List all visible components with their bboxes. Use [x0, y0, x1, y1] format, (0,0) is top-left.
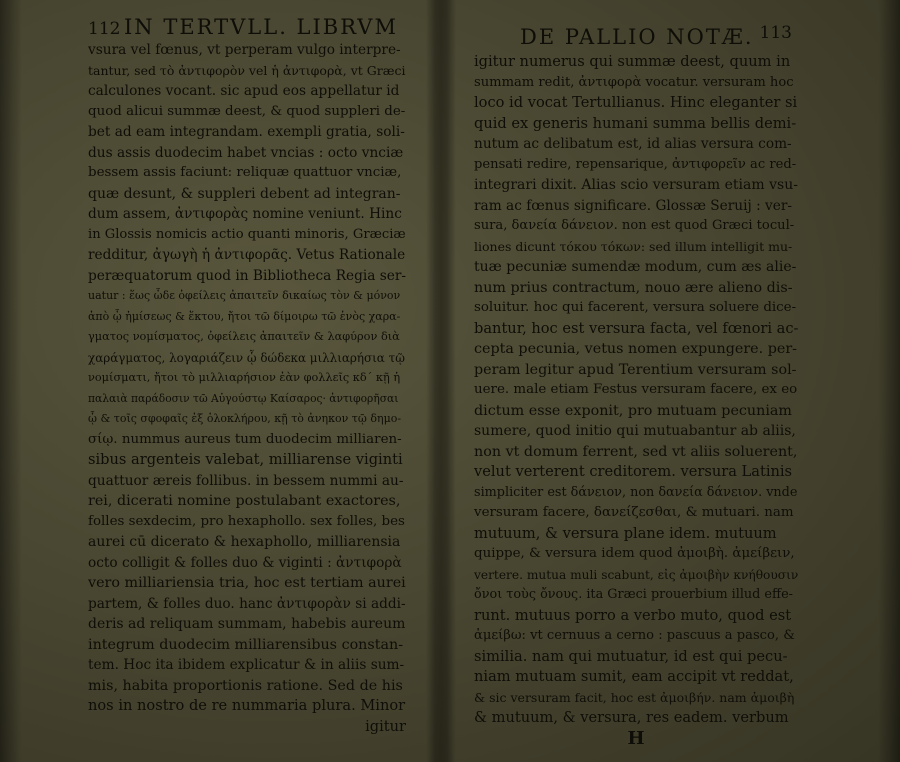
text-line: peræquatorum quod in Bibliotheca Regia ser- — [88, 267, 406, 284]
text-line: & sic versuram facit, hoc est ἀμοιβήν. nam ἀμοιβὴ — [474, 689, 795, 705]
text-line: integrari dixit. Alias scio versuram etiam vsu- — [474, 177, 798, 193]
text-line: quæ desunt, & suppleri debent ad integran- — [88, 185, 401, 202]
text-line: dum assem, ἀντιφορὰς nomine veniunt. Hinc — [88, 206, 402, 222]
text-line: aurei cū dicerato & hexaphollo, milliarensia — [88, 534, 401, 550]
left-page — [88, 14, 406, 737]
text-line: ram ac fœnus significare. Glossæ Seruij : ver- — [474, 197, 793, 214]
text-line: sumere, quod initio qui mutuabantur ab aliis, — [474, 423, 796, 439]
left-catchword: igitur — [365, 717, 406, 735]
text-line: folles sexdecim, pro hexaphollo. sex folles, bes — [88, 513, 405, 529]
text-line: calculones vocant. sic apud eos appellatur id — [88, 83, 400, 99]
text-line: bessem assis faciunt: reliquæ quattuor vnciæ, — [88, 165, 402, 180]
right-page-header — [474, 14, 798, 49]
text-line: νομίσματι, ἤτοι τὸ μιλλιαρήσιον ἐὰν φολλεῖς κδ΄ κῇ ἡ — [88, 371, 401, 384]
right-page-text — [474, 52, 798, 729]
text-line: tem. Hoc ita ibidem explicatur & in aliis sum- — [88, 657, 405, 673]
text-line: liones dicunt τόκου τόκων: sed illum intelligit mu- — [474, 238, 793, 254]
text-line: nos in nostro de re nummaria plura. Minor — [88, 697, 406, 714]
left-page-text — [88, 40, 406, 717]
text-line: num prius contractum, nouo ære alieno dis- — [474, 279, 793, 296]
text-line: bet ad eam integrandam. exempli gratia, soli- — [88, 124, 405, 140]
page-edge-shadow-left — [0, 0, 22, 762]
text-line: vsura vel fœnus, vt perperam vulgo interpre- — [88, 42, 401, 58]
text-line: ᾧ & τοῖς σφοφαῖς ἐξ ὁλοκλήρου, κῇ τὸ ἀνηκον τῷ δημο- — [88, 412, 402, 425]
text-line: bantur, hoc est versura facta, vel fœnori ac- — [474, 319, 798, 337]
text-line: σίῳ. nummus aureus tum duodecim milliaren- — [88, 431, 402, 447]
text-line: octo colligit & folles duo & viginti : ἀντιφορὰ — [88, 554, 402, 571]
book-gutter — [426, 0, 456, 762]
text-line: niam mutuam sumit, eam accipit vt reddat, — [474, 668, 794, 685]
text-line: similia. nam qui mutuatur, id est qui pecu- — [474, 647, 788, 665]
text-line: uatur : ἕως ὧδε ὀφείλεις ἀπαιτεῖν δικαίως τὸν & μόνον — [88, 289, 401, 302]
text-line: tantur, sed τὸ ἀντιφορὸν vel ἡ ἀντιφορὰ, vt Græci — [88, 62, 406, 78]
text-line: ἀπὸ ᾧ ἡμίσεως & ἕκτου, ἤτοι τῶ δίμοιρω τῶ ἑνὸς χαρα- — [88, 309, 401, 323]
text-line: deris ad reliquam summam, habebis aureum — [88, 616, 406, 632]
right-running-head: DE PALLIO NOTÆ. — [520, 25, 754, 49]
text-line: mutuum, & versura plane idem. mutuum — [474, 524, 777, 542]
text-line: loco id vocat Tertullianus. Hinc eleganter si — [474, 94, 798, 111]
text-line: quippe, & versura idem quod ἀμοιβὴ. ἀμείβειν, — [474, 546, 795, 561]
left-page-header — [88, 14, 406, 40]
text-line: integrum duodecim milliarensibus constan- — [88, 636, 404, 653]
text-line: dus assis duodecim habet vncias : octo vnciæ — [88, 144, 404, 161]
text-line: velut verterent creditorem. versura Latinis — [474, 463, 793, 480]
page-edge-shadow-right — [878, 0, 900, 762]
text-line: sura, δανεία δάνειον. non est quod Græci tocul- — [474, 218, 795, 233]
text-line: versuram facere, δανείζεσθαι, & mutuari. nam — [474, 505, 794, 520]
left-running-head: IN TERTVLL. LIBRVM — [124, 15, 398, 39]
text-line: & mutuum, & versura, res eadem. verbum — [474, 709, 789, 726]
text-line: peram legitur apud Terentium versuram sol- — [474, 361, 797, 378]
text-line: quod alicui summæ deest, & quod suppleri de- — [88, 103, 406, 119]
text-line: tuæ pecuniæ sumendæ modum, cum æs alie- — [474, 259, 797, 275]
text-line: redditur, ἀγωγὴ ἡ ἀντιφορᾶς. Vetus Rationale — [88, 247, 406, 263]
text-line: partem, & folles duo. hanc ἀντιφορὰν si addi- — [88, 595, 406, 612]
left-page-number: 112 — [88, 19, 121, 39]
text-line: γματος νομίσματος, ὀφείλεις ἀπαιτεῖν & λαφύρον διὰ — [88, 330, 400, 343]
text-line: simpliciter est δάνειον, non δανεία δάνειον. vnde — [474, 484, 798, 500]
text-line: non vt domum ferrent, sed vt aliis soluerent, — [474, 443, 798, 460]
text-line: igitur numerus qui summæ deest, quum in — [474, 53, 791, 70]
right-signature-mark: H — [627, 727, 645, 749]
right-page-number: 113 — [759, 23, 792, 43]
text-line: rei, dicerati nomine postulabant exactores, — [88, 493, 401, 509]
text-line: summam redit, ἀντιφορὰ vocatur. versuram hoc — [474, 74, 794, 90]
text-line: mis, habita proportionis ratione. Sed de his — [88, 677, 403, 694]
text-line: ἀμείβω: vt cernuus a cerno : pascuus a pasco, & — [474, 628, 795, 643]
text-line: in Glossis nomicis actio quanti minoris, Græciæ — [88, 226, 406, 242]
text-line: sibus argenteis valebat, milliarense viginti — [88, 451, 403, 468]
text-line: uere. male etiam Festus versuram facere, ex eo — [474, 382, 798, 397]
text-line: χαράγματος, λογαριάζειν ᾧ δώδεκα μιλλιαρήσια τῷ — [88, 350, 405, 365]
text-line: dictum esse exponit, pro mutuam pecuniam — [474, 402, 792, 419]
text-line: vertere. mutua muli scabunt, εἰς ἀμοιβὴν κνήθουσιν — [474, 567, 798, 582]
text-line: quid ex generis humani summa bellis demi- — [474, 114, 797, 132]
text-line: παλαιὰ παράδοσιν τῶ Αὐγούστῳ Καίσαρος· ἀντιφορῆσαι — [88, 391, 399, 405]
text-line: quattuor æreis follibus. in bessem nummi au- — [88, 472, 404, 489]
text-line: soluitur. hoc qui facerent, versura soluere dice- — [474, 300, 797, 315]
right-page — [474, 14, 798, 749]
text-line: vero milliariensia tria, hoc est tertiam aurei — [88, 575, 406, 591]
text-line: pensati redire, repensarique, ἀντιφορεῖν ac red- — [474, 156, 797, 172]
text-line: nutum ac delibatum est, id alias versura com- — [474, 136, 792, 152]
text-line: runt. mutuus porro a verbo muto, quod est — [474, 606, 792, 624]
text-line: ὄνοι τοὺς ὄνους. ita Græci prouerbium illud effe- — [474, 587, 793, 602]
text-line: cepta pecunia, vetus nomen expungere. per- — [474, 341, 797, 357]
